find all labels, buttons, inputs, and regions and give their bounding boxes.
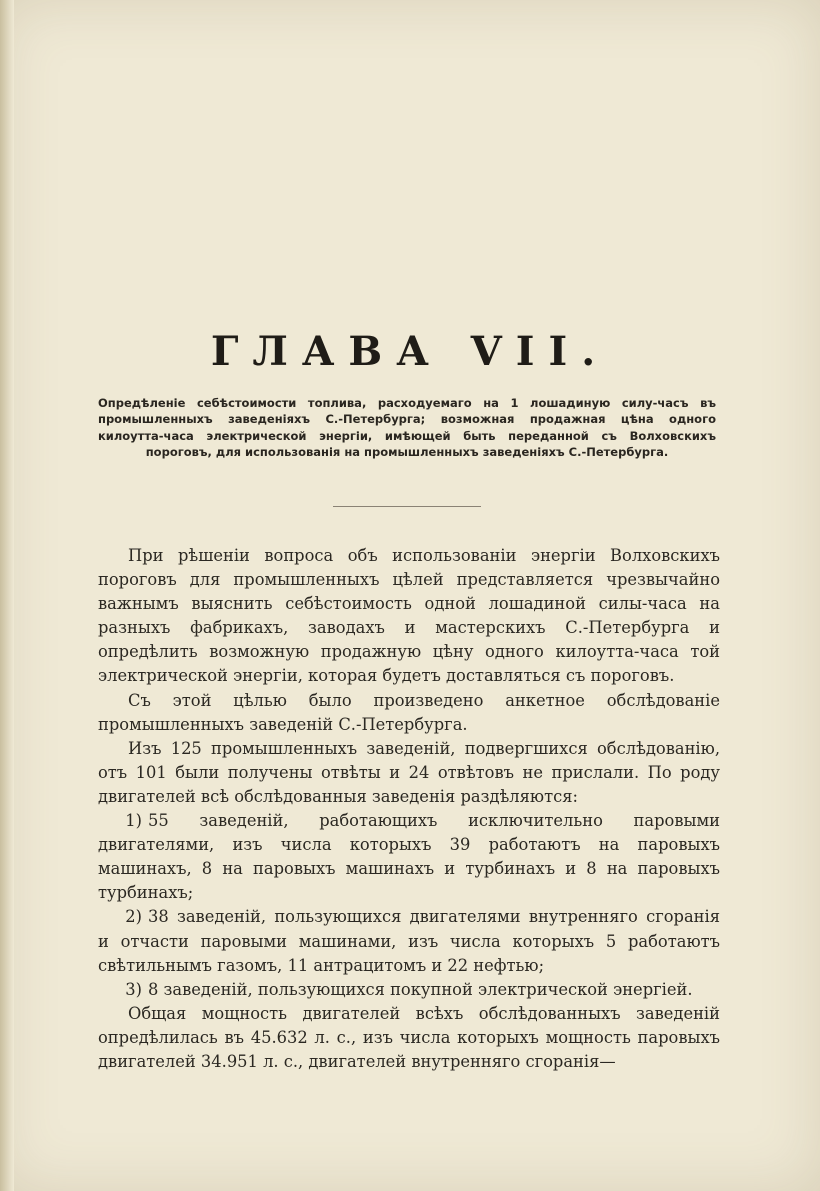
section-divider	[333, 506, 481, 507]
paragraph-3: Изъ 125 промышленныхъ заведеній, подвергшихся обслѣдованію, отъ 101 были получены отвѣты и 24 отвѣтовъ не прислали. По роду двигателей всѣ обслѣдованныя заведенія раздѣляются:	[98, 738, 720, 806]
paragraph-2: Съ этой цѣлью было произведено анкетное обслѣдованіе промышленныхъ заведеній С.-Петербурга.	[98, 690, 720, 734]
list-item-3-number: 3)	[125, 979, 142, 999]
chapter-title: ГЛАВА VII.	[210, 328, 610, 375]
page-binding-shadow	[0, 0, 14, 1191]
body-text	[98, 544, 720, 1074]
paragraph-4: Общая мощность двигателей всѣхъ обслѣдованныхъ заведеній опредѣлилась въ 45.632 л. с., изъ числа которыхъ мощность паровыхъ двигателей 34.951 л. с., двигателей внутренняго сгоранія—	[98, 1003, 720, 1071]
list-item-2	[98, 905, 720, 977]
list-item-3-text: 8 заведеній, пользующихся покупной электрической энергіей.	[148, 979, 693, 999]
list-item-1-text: 55 заведеній, работающихъ исключительно паровыми двигателями, изъ числа которыхъ 39 работаютъ на паровыхъ машинахъ, 8 на паровыхъ машинахъ и турбинахъ и 8 на паровыхъ турбинахъ;	[98, 811, 720, 903]
list-item-2-text: 38 заведеній, пользующихся двигателями внутренняго сгоранія и отчасти паровыми машинами, изъ числа которыхъ 5 работаютъ свѣтильнымъ газомъ, 11 антрацитомъ и 22 нефтью;	[98, 907, 720, 975]
chapter-subtitle: Опредѣленіе себѣстоимости топлива, расходуемаго на 1 лошадиную силу-часъ въ промышленныхъ заведеніяхъ С.-Петербурга; возможная продажная цѣна одного килоутта-часа электрической энергіи, имѣющей быть переданной съ Волховскихъ пороговъ, для использованія на промышленныхъ заведеніяхъ С.-Петербурга.	[98, 396, 716, 459]
list-item-1-number: 1)	[125, 811, 142, 831]
list-item-2-number: 2)	[125, 907, 142, 927]
paragraph-1: При рѣшеніи вопроса объ использованіи энергіи Волховскихъ пороговъ для промышленныхъ цѣлей представляется чрезвычайно важнымъ выяснить себѣстоимость одной лошадиной силы-часа на разныхъ фабрикахъ, заводахъ и мастерскихъ С.-Петербурга и опредѣлить возможную продажную цѣну одного килоутта-часа той электрической энергіи, которая будетъ доставляться съ пороговъ.	[98, 546, 720, 686]
list-item-1	[98, 809, 720, 905]
list-item-3	[98, 978, 720, 1002]
